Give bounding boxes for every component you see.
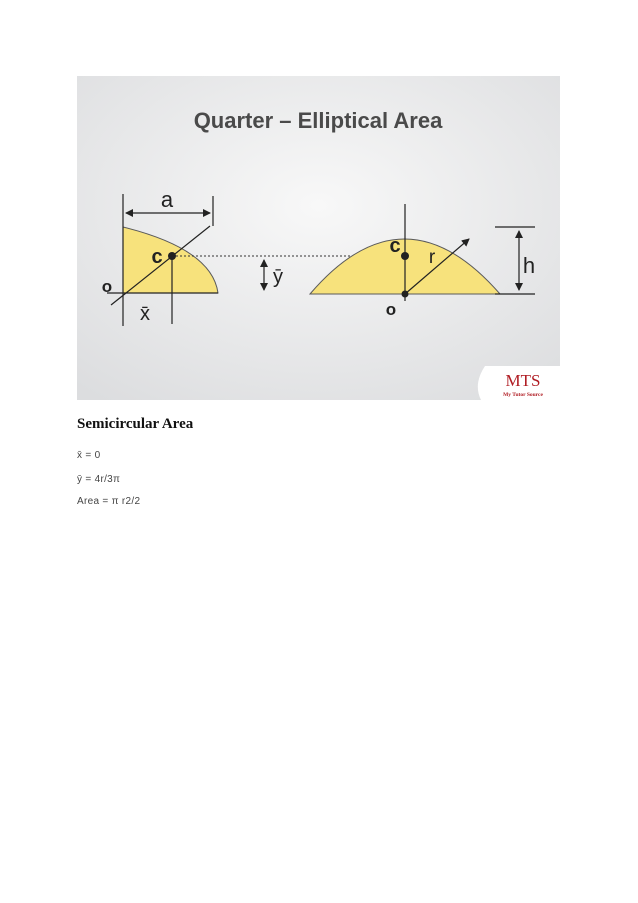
quarter-elliptical-area-figure (77, 76, 560, 400)
label-r: r (428, 247, 436, 268)
formula-ybar: ȳ = 4r/3π (77, 474, 121, 485)
label-ybar: ȳ (273, 266, 283, 288)
figure-title: Quarter – Elliptical Area (193, 108, 443, 133)
label-o-right: o (385, 300, 397, 319)
label-c-right: c (389, 235, 401, 257)
label-h: h (522, 253, 536, 278)
label-a: a (160, 187, 174, 212)
label-c-left: c (151, 246, 163, 268)
label-o-left: o (101, 277, 113, 296)
figure-diagram (77, 76, 560, 400)
label-xbar: x̄ (140, 303, 150, 325)
section-heading: Semicircular Area (77, 416, 194, 432)
right-origin-dot (402, 291, 409, 298)
mts-logo (478, 366, 560, 400)
formula-xbar: x̄ = 0 (77, 450, 101, 461)
logo-tagline: My Tutor Source (503, 392, 543, 398)
right-centroid-dot (401, 252, 409, 260)
logo-mark: MTS (505, 371, 541, 390)
formula-area: Area = π r2/2 (77, 496, 141, 507)
left-centroid-dot (168, 252, 176, 260)
